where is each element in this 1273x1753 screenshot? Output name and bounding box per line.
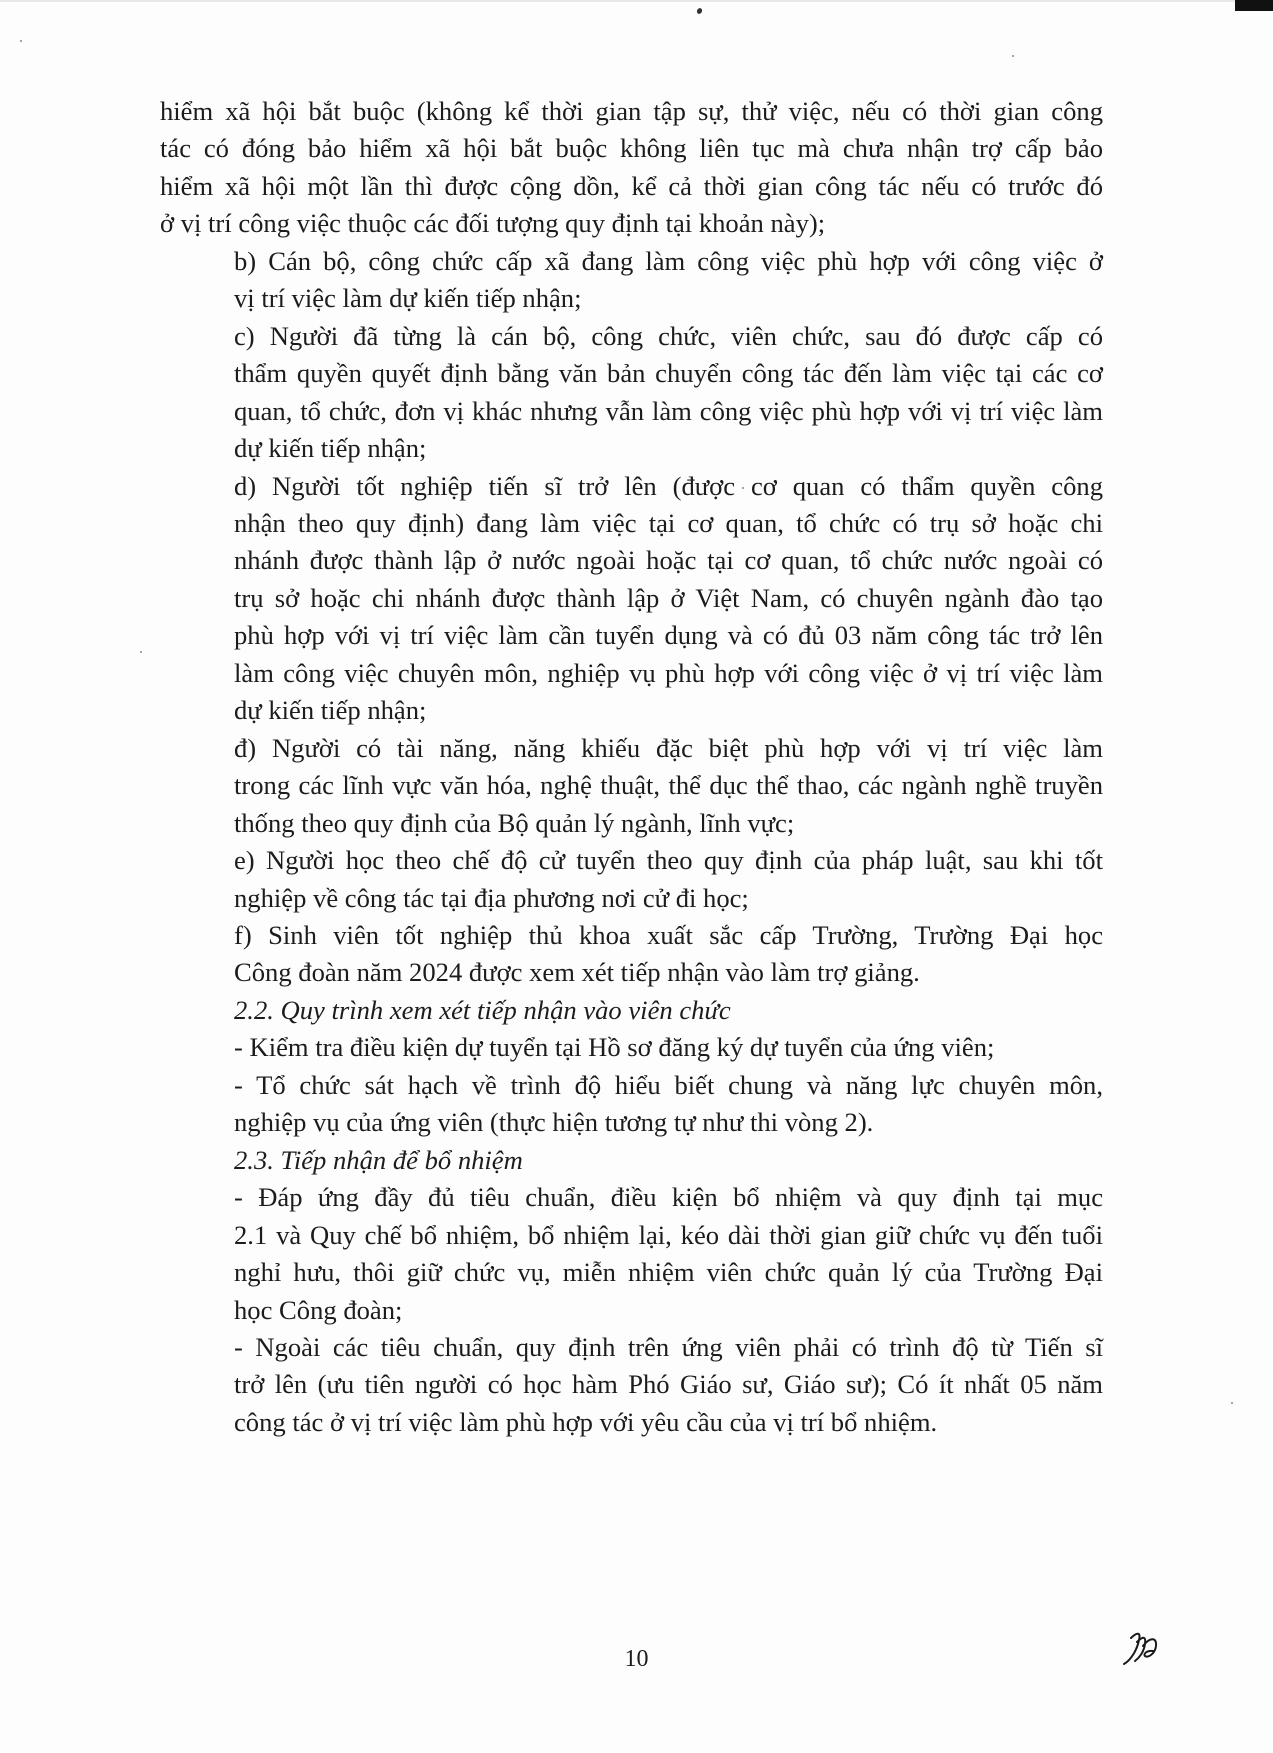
text-line: trở lên (ưu tiên người có học hàm Phó Giáo sư, Giáo sư); Có ít nhất 05 năm xyxy=(234,1369,1103,1400)
scan-speck xyxy=(140,651,142,653)
paragraph xyxy=(160,318,1103,468)
text-line: d) Người tốt nghiệp tiến sĩ trở lên (được cơ quan có thẩm quyền công xyxy=(234,470,1103,501)
paragraph xyxy=(160,842,1103,917)
section-heading xyxy=(160,992,1103,1029)
text-line: Công đoàn năm 2024 được xem xét tiếp nhận vào làm trợ giảng. xyxy=(234,957,920,988)
text-line: thẩm quyền quyết định bằng văn bản chuyển công tác đến làm việc tại các cơ xyxy=(234,358,1103,389)
scan-ink-dot xyxy=(696,7,703,15)
text-line: trong các lĩnh vực văn hóa, nghệ thuật, thể dục thể thao, các ngành nghề truyền xyxy=(234,770,1103,801)
text-line: trụ sở hoặc chi nhánh được thành lập ở Việt Nam, có chuyên ngành đào tạo xyxy=(234,582,1103,613)
section-heading xyxy=(160,1142,1103,1179)
handwritten-initials-signature xyxy=(1115,1624,1175,1672)
text-line: công tác ở vị trí việc làm phù hợp với yêu cầu của vị trí bổ nhiệm. xyxy=(234,1406,938,1437)
paragraph xyxy=(160,1029,1103,1066)
paragraph xyxy=(160,1329,1103,1441)
text-line: đ) Người có tài năng, năng khiếu đặc biệt phù hợp với vị trí việc làm xyxy=(234,732,1103,763)
scan-corner-mark xyxy=(1235,0,1273,11)
text-line: e) Người học theo chế độ cử tuyển theo quy định của pháp luật, sau khi tốt xyxy=(234,845,1103,876)
paragraph xyxy=(160,1179,1103,1329)
text-line: thống theo quy định của Bộ quản lý ngành, lĩnh vực; xyxy=(234,807,795,838)
paragraph xyxy=(160,243,1103,318)
text-line: học Công đoàn; xyxy=(234,1294,403,1325)
text-line: - Đáp ứng đầy đủ tiêu chuẩn, điều kiện bổ nhiệm và quy định tại mục xyxy=(234,1182,1103,1213)
text-line: nghỉ hưu, thôi giữ chức vụ, miễn nhiệm viên chức quản lý của Trường Đại xyxy=(234,1257,1103,1288)
text-line: dự kiến tiếp nhận; xyxy=(234,433,427,464)
text-line: vị trí việc làm dự kiến tiếp nhận; xyxy=(234,283,582,314)
paragraph xyxy=(160,730,1103,842)
paragraph xyxy=(160,917,1103,992)
scan-speck xyxy=(1012,55,1014,57)
document-body xyxy=(160,93,1103,1441)
text-line: phù hợp với vị trí việc làm cần tuyển dụng và có đủ 03 năm công tác trở lên xyxy=(234,620,1103,651)
text-line: hiểm xã hội bắt buộc (không kể thời gian tập sự, thử việc, nếu có thời gian công xyxy=(160,96,1103,126)
scan-speck xyxy=(1231,1402,1233,1404)
page-number: 10 xyxy=(624,1646,649,1672)
text-line: nhận theo quy định) đang làm việc tại cơ quan, tổ chức có trụ sở hoặc chi xyxy=(234,507,1103,538)
text-line: 2.1 và Quy chế bổ nhiệm, bổ nhiệm lại, kéo dài thời gian giữ chức vụ đến tuổi xyxy=(234,1219,1103,1250)
text-line: - Tổ chức sát hạch về trình độ hiểu biết chung và năng lực chuyên môn, xyxy=(234,1069,1103,1100)
paragraph xyxy=(160,1067,1103,1142)
text-line: 2.3. Tiếp nhận để bổ nhiệm xyxy=(234,1144,523,1175)
text-line: dự kiến tiếp nhận; xyxy=(234,695,427,726)
text-line: nghiệp về công tác tại địa phương nơi cử đi học; xyxy=(234,882,749,913)
scan-top-edge xyxy=(0,0,1273,2)
text-line: nhánh được thành lập ở nước ngoài hoặc tại cơ quan, tổ chức nước ngoài có xyxy=(234,545,1103,576)
text-line: ở vị trí công việc thuộc các đối tượng quy định tại khoản này); xyxy=(160,208,826,239)
text-line: c) Người đã từng là cán bộ, công chức, viên chức, sau đó được cấp có xyxy=(234,320,1103,351)
text-line: - Ngoài các tiêu chuẩn, quy định trên ứng viên phải có trình độ từ Tiến sĩ xyxy=(234,1331,1103,1362)
text-line: 2.2. Quy trình xem xét tiếp nhận vào viên chức xyxy=(234,994,731,1025)
scan-speck xyxy=(20,40,22,42)
text-line: tác có đóng bảo hiểm xã hội bắt buộc không liên tục mà chưa nhận trợ cấp bảo xyxy=(160,133,1103,164)
paragraph xyxy=(160,468,1103,730)
text-line: - Kiểm tra điều kiện dự tuyển tại Hồ sơ đăng ký dự tuyển của ứng viên; xyxy=(234,1032,995,1063)
text-line: làm công việc chuyên môn, nghiệp vụ phù hợp với công việc ở vị trí việc làm xyxy=(234,657,1103,688)
text-line: quan, tổ chức, đơn vị khác nhưng vẫn làm công việc phù hợp với vị trí việc làm xyxy=(234,395,1103,426)
text-line: b) Cán bộ, công chức cấp xã đang làm công việc phù hợp với công việc ở xyxy=(234,245,1103,276)
text-line: hiểm xã hội một lần thì được cộng dồn, kể cả thời gian công tác nếu có trước đó xyxy=(160,170,1103,201)
text-line: nghiệp vụ của ứng viên (thực hiện tương tự như thi vòng 2). xyxy=(234,1107,874,1138)
paragraph xyxy=(160,93,1103,243)
text-line: f) Sinh viên tốt nghiệp thủ khoa xuất sắc cấp Trường, Trường Đại học xyxy=(234,919,1103,950)
